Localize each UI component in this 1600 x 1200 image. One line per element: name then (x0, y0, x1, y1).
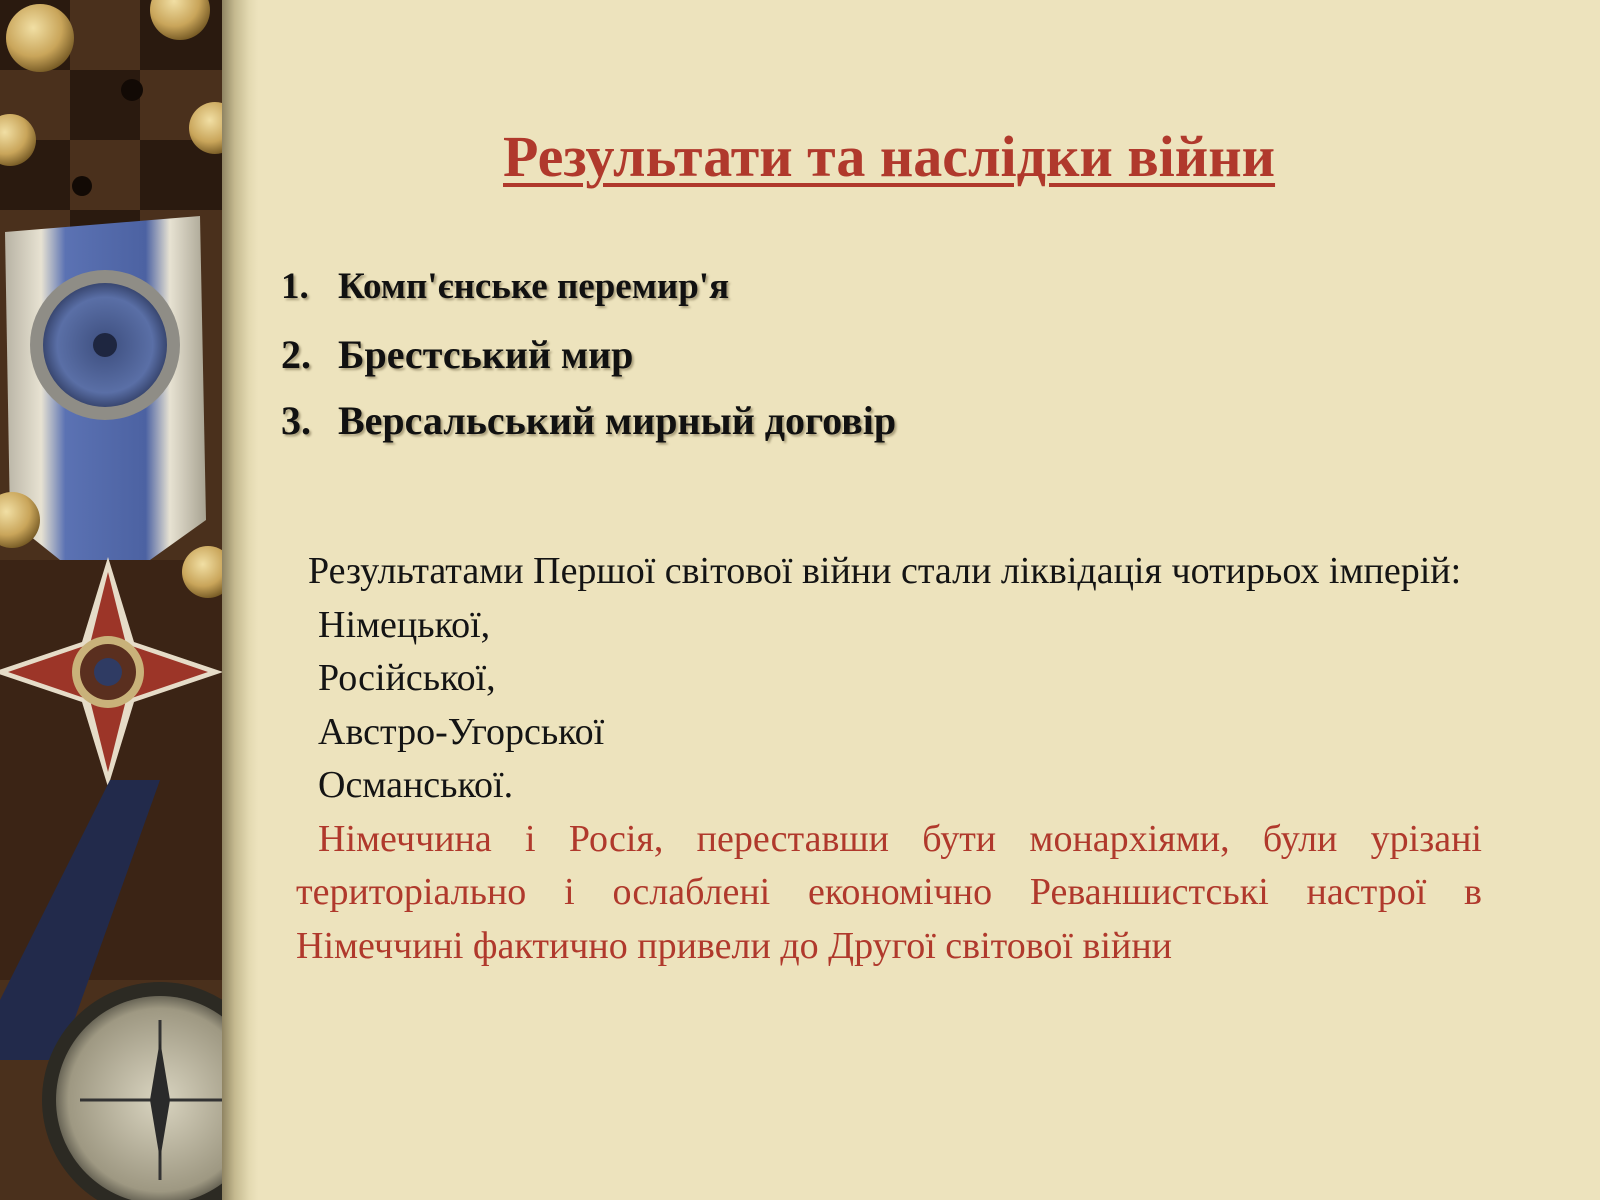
list-item-number: 3. (281, 398, 311, 443)
treaty-list (281, 262, 896, 462)
list-item-number: 1. (281, 266, 309, 307)
slide-title: Результати та наслідки війни (503, 124, 1276, 189)
list-item-text: Версальський мирный договір (338, 398, 897, 443)
list-item (281, 262, 896, 330)
conclusion-paragraph: Німеччина і Росія, переставши бути монархіями, були урізані територіально і ослаблені економічно Реваншистські настрої в Німеччині фактично привели до Другої світової війни (296, 817, 1482, 967)
medals-photo-strip (0, 0, 222, 1200)
medals-illustration (0, 0, 222, 1200)
list-item-number: 2. (281, 332, 311, 377)
empire-item: Російської, (318, 657, 496, 699)
list-item (281, 396, 896, 462)
results-text (296, 545, 1482, 973)
list-item-text: Комп'єнське перемир'я (338, 266, 730, 307)
intro-paragraph: Результатами Першої світової війни стали ліквідація чотирьох імперій: (308, 550, 1462, 592)
photo-strip-shadow (222, 0, 258, 1200)
empire-item: Османської. (318, 764, 514, 806)
list-item (281, 330, 896, 396)
list-item-text: Брестський мир (338, 332, 634, 377)
empire-item: Австро-Угорської (318, 710, 605, 753)
empire-item: Німецької, (318, 603, 491, 646)
